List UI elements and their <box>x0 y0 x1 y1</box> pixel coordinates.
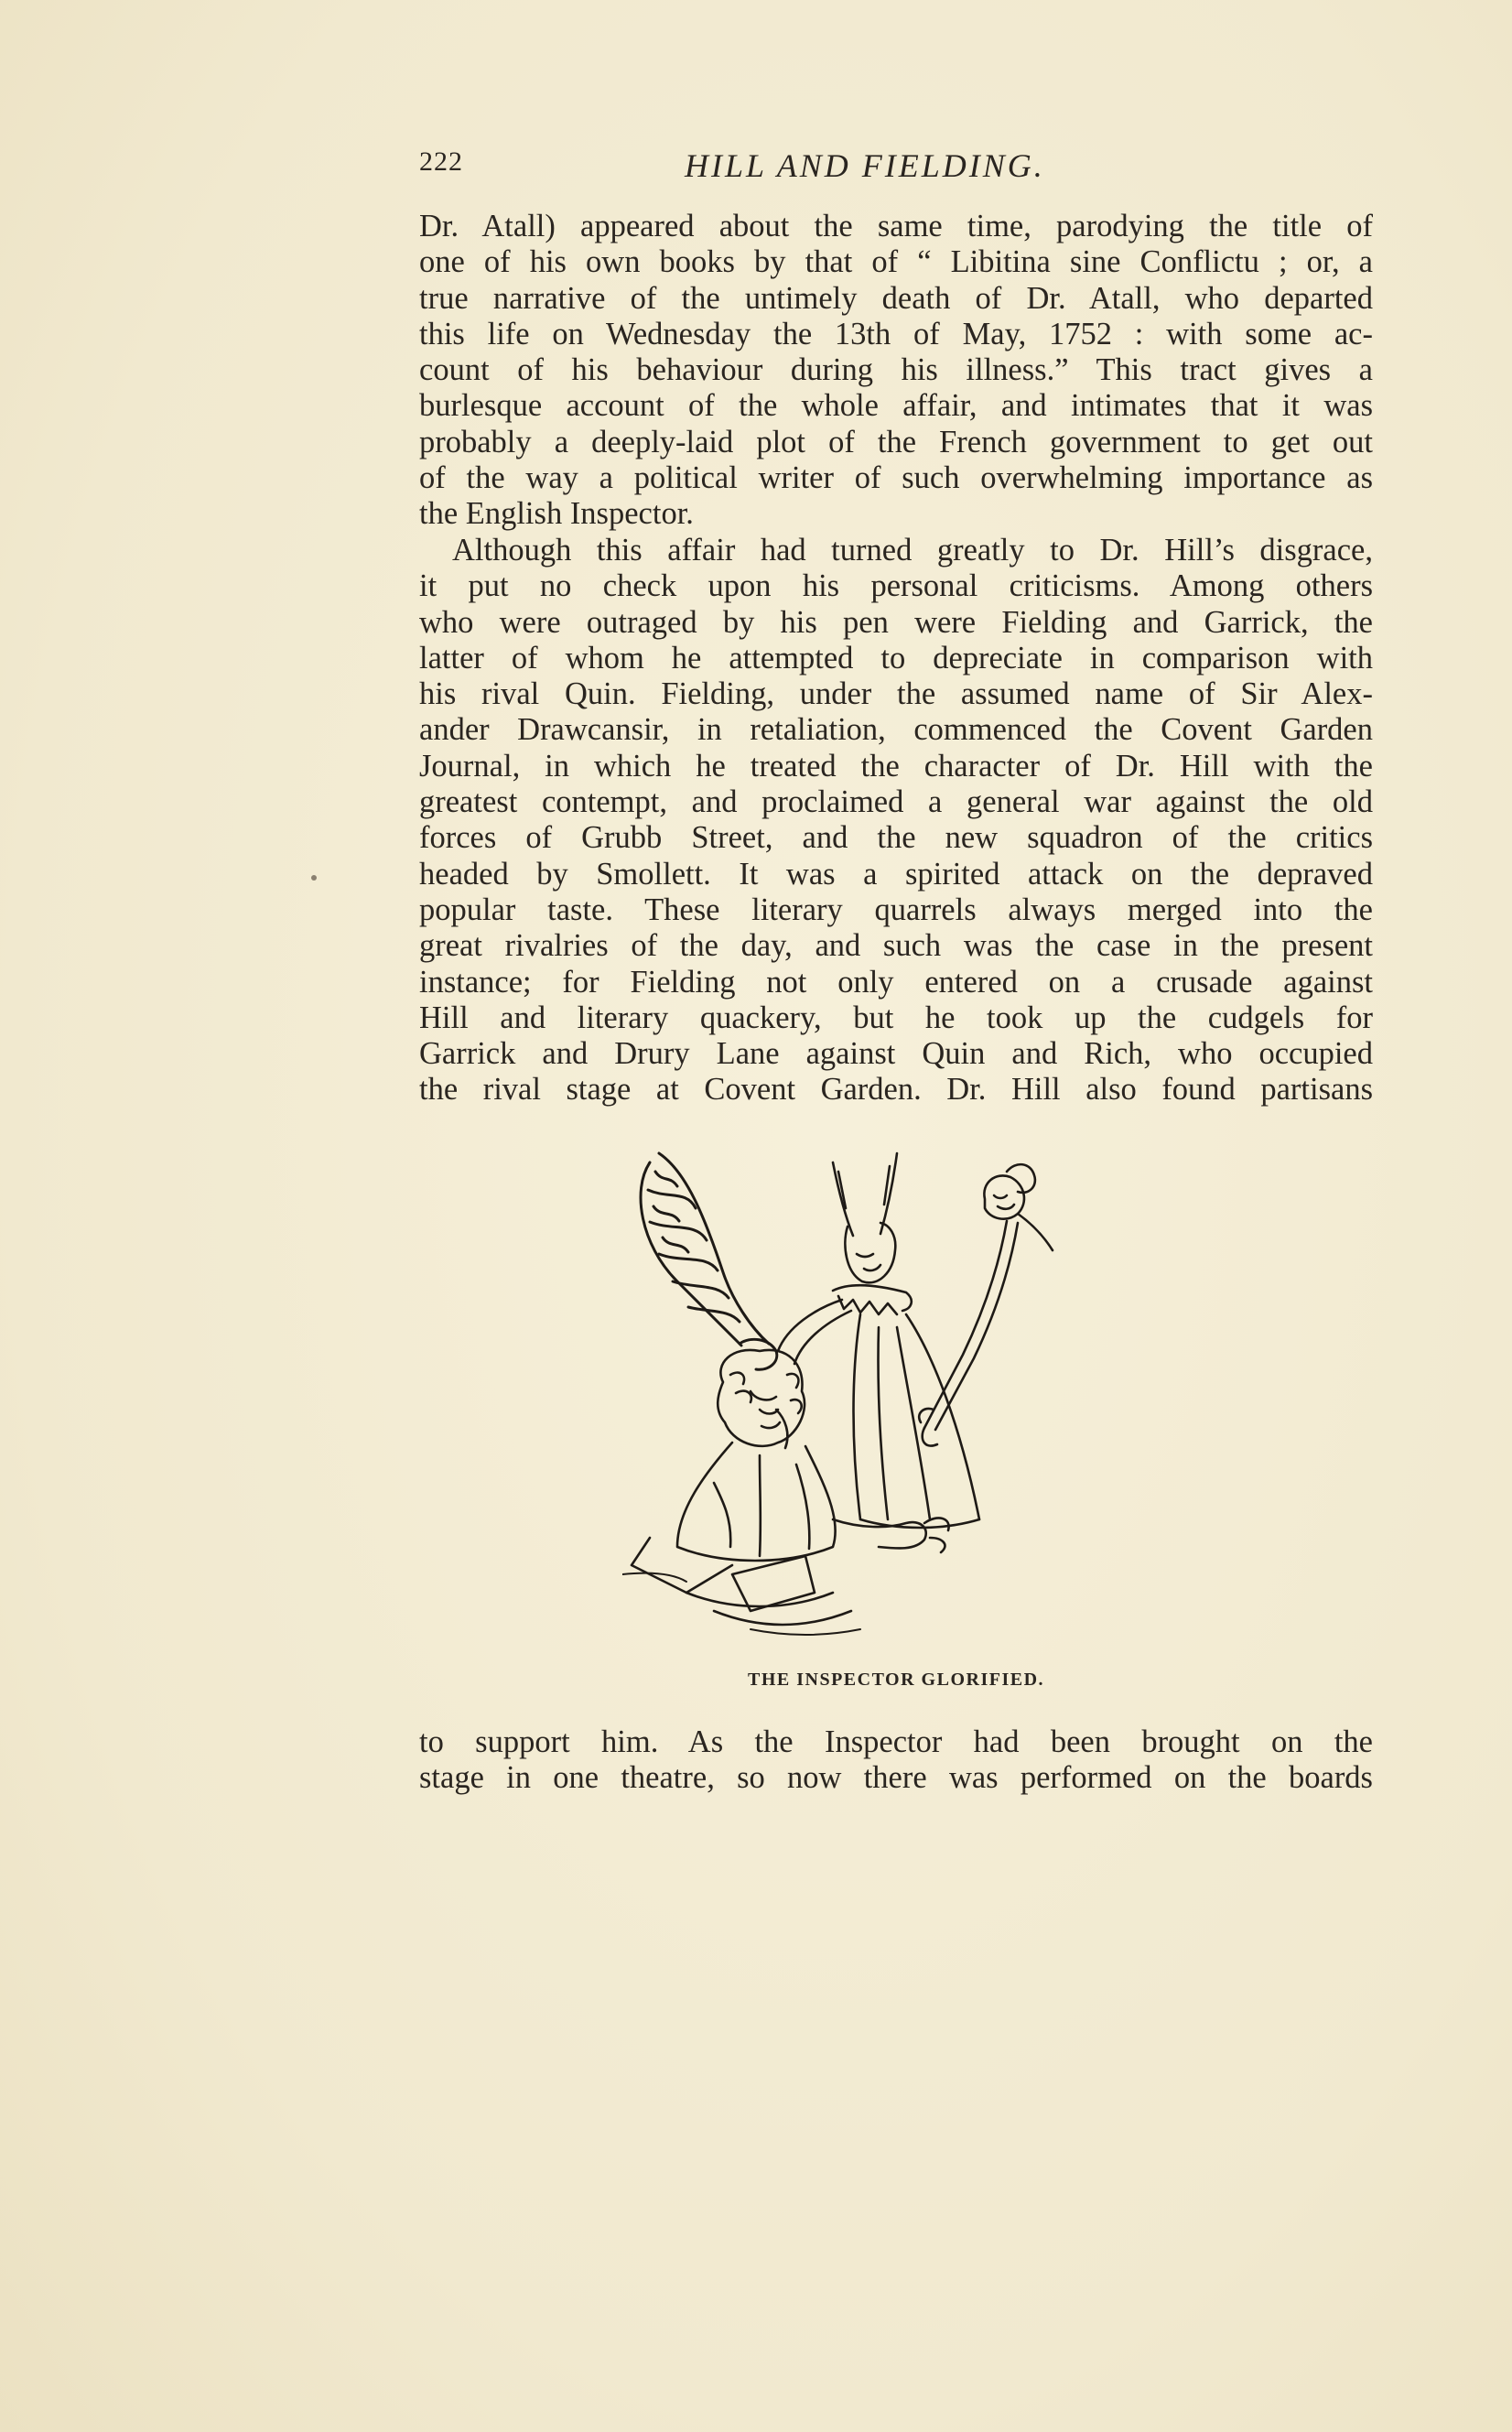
pigtail-plume <box>641 1153 769 1346</box>
text-line: Hill and literary quackery, but he took up the cudgels for <box>419 1000 1373 1035</box>
page-number: 222 <box>419 146 463 177</box>
illustration-caption: THE INSPECTOR GLORIFIED. <box>747 1670 1045 1690</box>
text-line: forces of Grubb Street, and the new squadron of the critics <box>419 820 1373 856</box>
text-line: this life on Wednesday the 13th of May, 1752 : with some ac- <box>419 316 1373 351</box>
text-line: headed by Smollett. It was a spirited attack on the depraved <box>419 856 1373 892</box>
text-line: stage in one theatre, so now there was performed on the boards <box>419 1760 1373 1796</box>
text-line: greatest contempt, and proclaimed a general war against the old <box>419 784 1373 820</box>
paragraph-continued <box>419 209 1373 533</box>
text-line: Dr. Atall) appeared about the same time, parodying the title of <box>419 209 1373 243</box>
text-line: latter of whom he attempted to depreciate in comparison with <box>419 640 1373 676</box>
text-line: Journal, in which he treated the character of Dr. Hill with the <box>419 748 1373 784</box>
text-line: great rivalries of the day, and such was the case in the present <box>419 928 1373 964</box>
text-line: who were outraged by his pen were Fielding and Garrick, the <box>419 604 1373 640</box>
horned-figure <box>778 1153 979 1528</box>
text-line: true narrative of the untimely death of Dr. Atall, who departed <box>419 280 1373 316</box>
text-line: count of his behaviour during his illness.” This tract gives a <box>419 352 1373 388</box>
text-line: ander Drawcansir, in retaliation, commenced the Covent Garden <box>419 712 1373 748</box>
text-line: Although this affair had turned greatly to Dr. Hill’s disgrace, <box>452 533 1373 567</box>
jester-bauble <box>919 1164 1053 1445</box>
text-line: Garrick and Drury Lane against Quin and Rich, who occupied <box>419 1036 1373 1072</box>
text-line: probably a deeply-laid plot of the French government to get out <box>419 424 1373 459</box>
text-line: the English Inspector. <box>419 496 694 532</box>
text-line: popular taste. These literary quarrels always merged into the <box>419 892 1373 927</box>
paper-speck <box>311 875 317 881</box>
text-line: burlesque account of the whole affair, and intimates that it was <box>419 388 1373 424</box>
text-line: the rival stage at Covent Garden. Dr. Hill also found partisans <box>419 1072 1373 1108</box>
running-head: HILL AND FIELDING. <box>685 147 1045 184</box>
text-line: his rival Quin. Fielding, under the assumed name of Sir Alex- <box>419 676 1373 712</box>
paragraph-fielding-garrick <box>419 533 1373 1108</box>
text-line: of the way a political writer of such overwhelming importance as <box>419 460 1373 496</box>
text-line: to support him. As the Inspector had been brought on the <box>419 1724 1373 1759</box>
paragraph-after-illustration <box>419 1724 1373 1797</box>
inspector-glorified-illustration <box>622 1135 1172 1648</box>
text-line: one of his own books by that of “ Libitina sine Conflictu ; or, a <box>419 244 1373 280</box>
page-header <box>419 146 1380 192</box>
text-line: it put no check upon his personal criticisms. Among others <box>419 568 1373 604</box>
seated-inspector <box>632 1350 949 1625</box>
text-line: instance; for Fielding not only entered on a crusade against <box>419 964 1373 1000</box>
